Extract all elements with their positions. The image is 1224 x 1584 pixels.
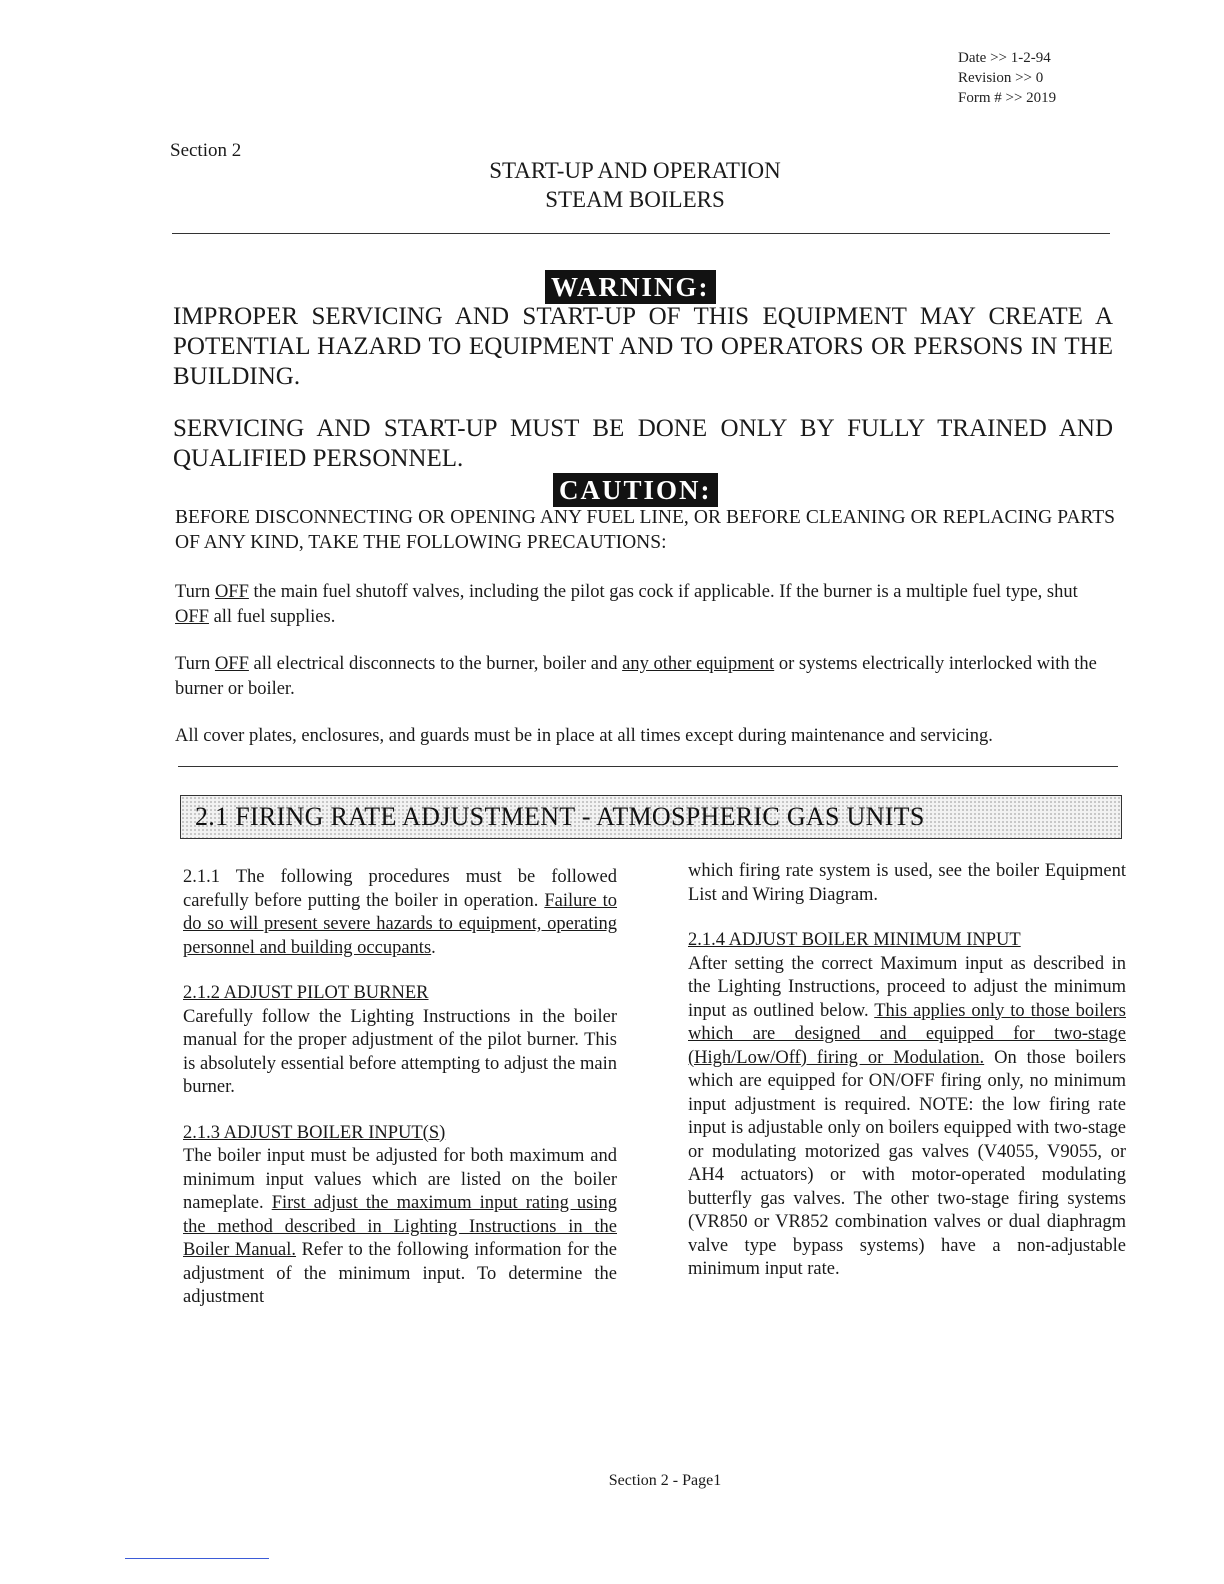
text-run: 2.1.1 The following procedures must be followed carefully before putting the boiler in operation. bbox=[183, 867, 617, 911]
title-line-1: START-UP AND OPERATION bbox=[489, 158, 781, 183]
section-2-1-4 bbox=[688, 929, 1126, 1282]
warning-badge: WARNING: bbox=[545, 270, 716, 304]
section-2-1-2 bbox=[183, 982, 617, 1100]
precaution-covers: All cover plates, enclosures, and guards must be in place at all times except during maintenance and servicing. bbox=[175, 726, 993, 746]
text-run: Refer to the following information for the adjustment of the minimum input. To determine the adjustment bbox=[183, 1240, 617, 1307]
section-2-1-1 bbox=[183, 866, 617, 960]
underlined-off: OFF bbox=[175, 607, 209, 627]
right-column bbox=[688, 860, 1126, 1304]
underlined-off: OFF bbox=[214, 582, 249, 602]
section-2-1-3-continued: which firing rate system is used, see the boiler Equipment List and Wiring Diagram. bbox=[688, 861, 1126, 905]
revision-line: Revision >> 0 bbox=[958, 70, 1044, 86]
underlined-warning: Failure to do so will present severe hazards to equipment, operating personnel and building occupants bbox=[183, 890, 618, 958]
text-run: After setting the correct Maximum input as described in the Lighting Instructions, proceed to adjust the minimum input as outlined below. bbox=[688, 953, 1126, 1021]
caution-badge: CAUTION: bbox=[553, 473, 718, 507]
warning-text-1: IMPROPER SERVICING AND START-UP OF THIS EQUIPMENT MAY CREATE A POTENTIAL HAZARD TO EQUIPMENT AND TO OPERATORS OR PERSONS IN THE BUILDING. bbox=[173, 303, 1113, 390]
section-label: Section 2 bbox=[170, 140, 242, 161]
section-2-1-2-heading: 2.1.2 ADJUST PILOT BURNER bbox=[183, 983, 429, 1003]
section-heading: 2.1 FIRING RATE ADJUSTMENT - ATMOSPHERIC GAS UNITS bbox=[195, 802, 925, 831]
title-divider bbox=[172, 233, 1110, 234]
text-run: or systems electrically interlocked with the burner or boiler. bbox=[175, 654, 1097, 699]
date-line: Date >> 1-2-94 bbox=[958, 50, 1051, 66]
section-2-1-3-heading: 2.1.3 ADJUST BOILER INPUT(S) bbox=[183, 1122, 446, 1143]
text-run: Turn bbox=[175, 654, 215, 674]
text-run: The boiler input must be adjusted for both maximum and minimum input values which are listed on the boiler nameplate. bbox=[183, 1146, 617, 1213]
underlined-off: OFF bbox=[214, 654, 249, 674]
precautions-divider bbox=[178, 766, 1118, 767]
text-run: Turn bbox=[175, 582, 215, 602]
text-run: all fuel supplies. bbox=[208, 607, 336, 627]
text-run: all electrical disconnects to the burner, boiler and bbox=[248, 654, 623, 674]
left-column bbox=[183, 866, 617, 1332]
section-2-1-3 bbox=[183, 1122, 617, 1310]
bottom-edge-line bbox=[125, 1558, 269, 1559]
underlined-equipment: any other equipment bbox=[622, 654, 775, 674]
form-line: Form # >> 2019 bbox=[958, 90, 1057, 106]
precaution-fuel bbox=[175, 580, 1115, 630]
document-meta bbox=[958, 48, 1056, 108]
underlined-applicability: This applies only to those boilers which are designed and equipped for two-stage (High/Low/Off) firing or Modulation. bbox=[688, 1000, 1126, 1068]
text-run: the main fuel shutoff valves, including the pilot gas cock if applicable. If the burner is a multiple fuel type, shut bbox=[248, 582, 1078, 602]
underlined-instruction: First adjust the maximum input rating using the method described in Lighting Instructions in the Boiler Manual. bbox=[183, 1193, 618, 1260]
page-title bbox=[420, 156, 850, 214]
title-line-2: STEAM BOILERS bbox=[545, 187, 725, 212]
section-heading-banner bbox=[180, 795, 1122, 839]
text-run: . bbox=[431, 937, 436, 958]
text-run: On those boilers which are equipped for ON/OFF firing only, no minimum input adjustment is required. NOTE: the low firing rate input is adjustable only on boilers equipped with two-stage or modulating motorized gas valves (V4055, V9055, or AH4 actuators) or with motor-operated modulating butterfly gas valves. The other two-stage firing systems (VR850 or VR852 combination valves or dual diaphragm valve type bypass systems) have a non-adjustable minimum input rate. bbox=[688, 1047, 1126, 1279]
caution-text: BEFORE DISCONNECTING OR OPENING ANY FUEL LINE, OR BEFORE CLEANING OR REPLACING PARTS OF ANY KIND, TAKE THE FOLLOWING PRECAUTIONS: bbox=[175, 507, 1115, 553]
section-2-1-4-heading: 2.1.4 ADJUST BOILER MINIMUM INPUT bbox=[688, 930, 1021, 950]
page-footer: Section 2 - Page1 bbox=[608, 1472, 722, 1489]
warning-text-2: SERVICING AND START-UP MUST BE DONE ONLY BY FULLY TRAINED AND QUALIFIED PERSONNEL. bbox=[173, 415, 1113, 472]
section-2-1-2-body: Carefully follow the Lighting Instructions in the boiler manual for the proper adjustment of the pilot burner. This is absolutely essential before attempting to adjust the main burner. bbox=[183, 1006, 617, 1097]
precaution-electrical bbox=[175, 652, 1115, 702]
